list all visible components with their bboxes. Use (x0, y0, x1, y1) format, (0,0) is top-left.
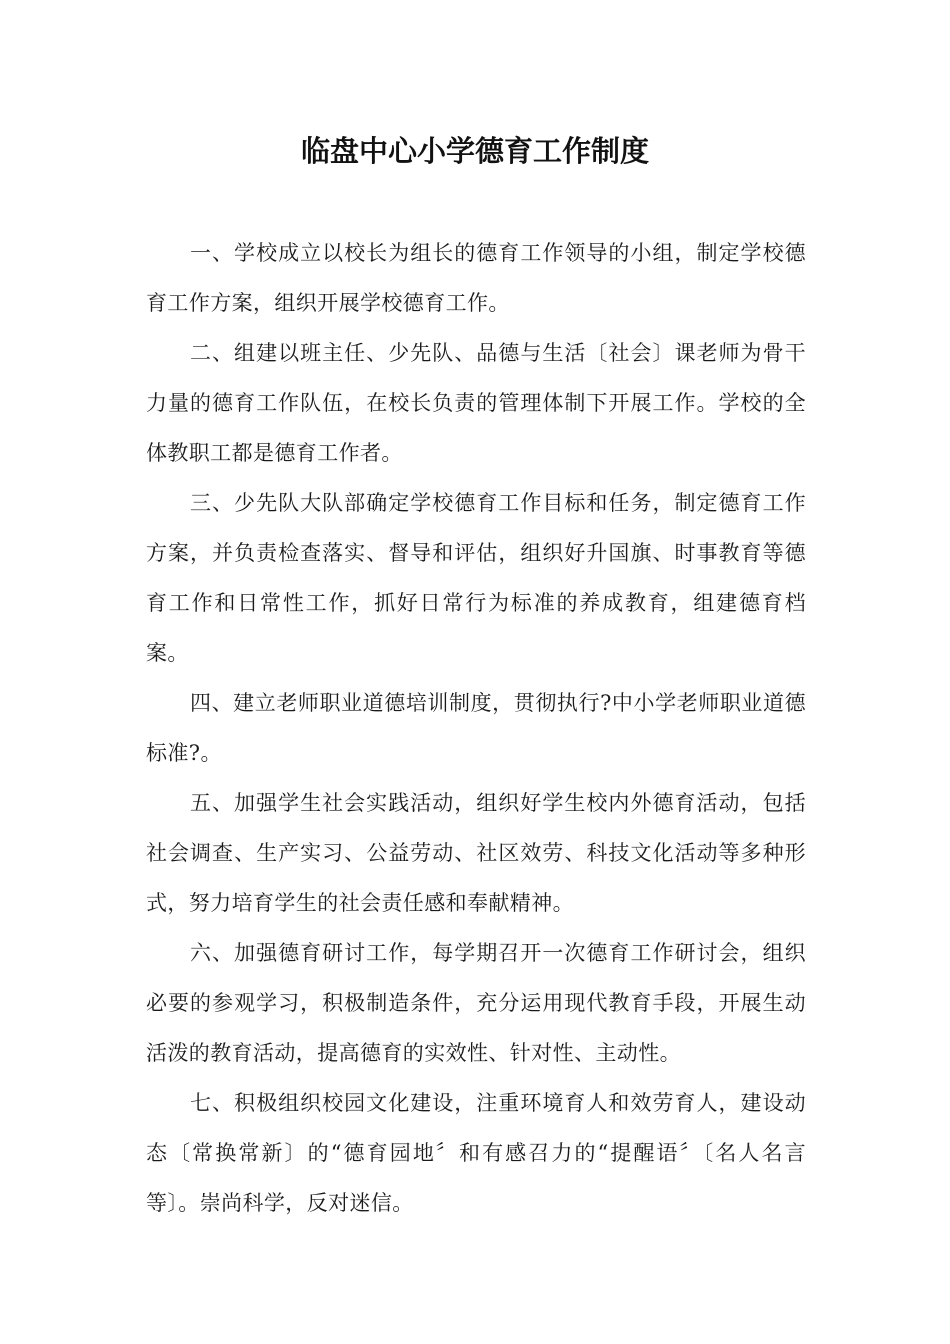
paragraph-6: 六、加强德育研讨工作，每学期召开一次德育工作研讨会，组织必要的参观学习，积极制造条件，充分运用现代教育手段，开展生动活泼的教育活动，提高德育的实效性、针对性、主动性。 (146, 941, 806, 1065)
paragraph-1: 一、学校成立以校长为组长的德育工作领导的小组，制定学校德育工作方案，组织开展学校德育工作。 (146, 241, 806, 315)
document-body (146, 228, 806, 1228)
paragraph-7: 七、积极组织校园文化建设，注重环境育人和效劳育人，建设动态〔常换常新〕的“德育园地〞和有感召力的“提醒语〞〔名人名言等〕。崇尚科学，反对迷信。 (146, 1091, 806, 1215)
paragraph-5: 五、加强学生社会实践活动，组织好学生校内外德育活动，包括社会调查、生产实习、公益劳动、社区效劳、科技文化活动等多种形式，努力培育学生的社会责任感和奉献精神。 (146, 791, 806, 915)
paragraph-2: 二、组建以班主任、少先队、品德与生活〔社会〕课老师为骨干力量的德育工作队伍，在校长负责的管理体制下开展工作。学校的全体教职工都是德育工作者。 (146, 341, 806, 465)
paragraph-3: 三、少先队大队部确定学校德育工作目标和任务，制定德育工作方案，并负责检查落实、督导和评估，组织好升国旗、时事教育等德育工作和日常性工作，抓好日常行为标准的养成教育，组建德育档案。 (146, 491, 806, 665)
document-title: 临盘中心小学德育工作制度 (300, 134, 649, 168)
paragraph-4: 四、建立老师职业道德培训制度，贯彻执行?中小学老师职业道德标准?。 (146, 691, 806, 765)
